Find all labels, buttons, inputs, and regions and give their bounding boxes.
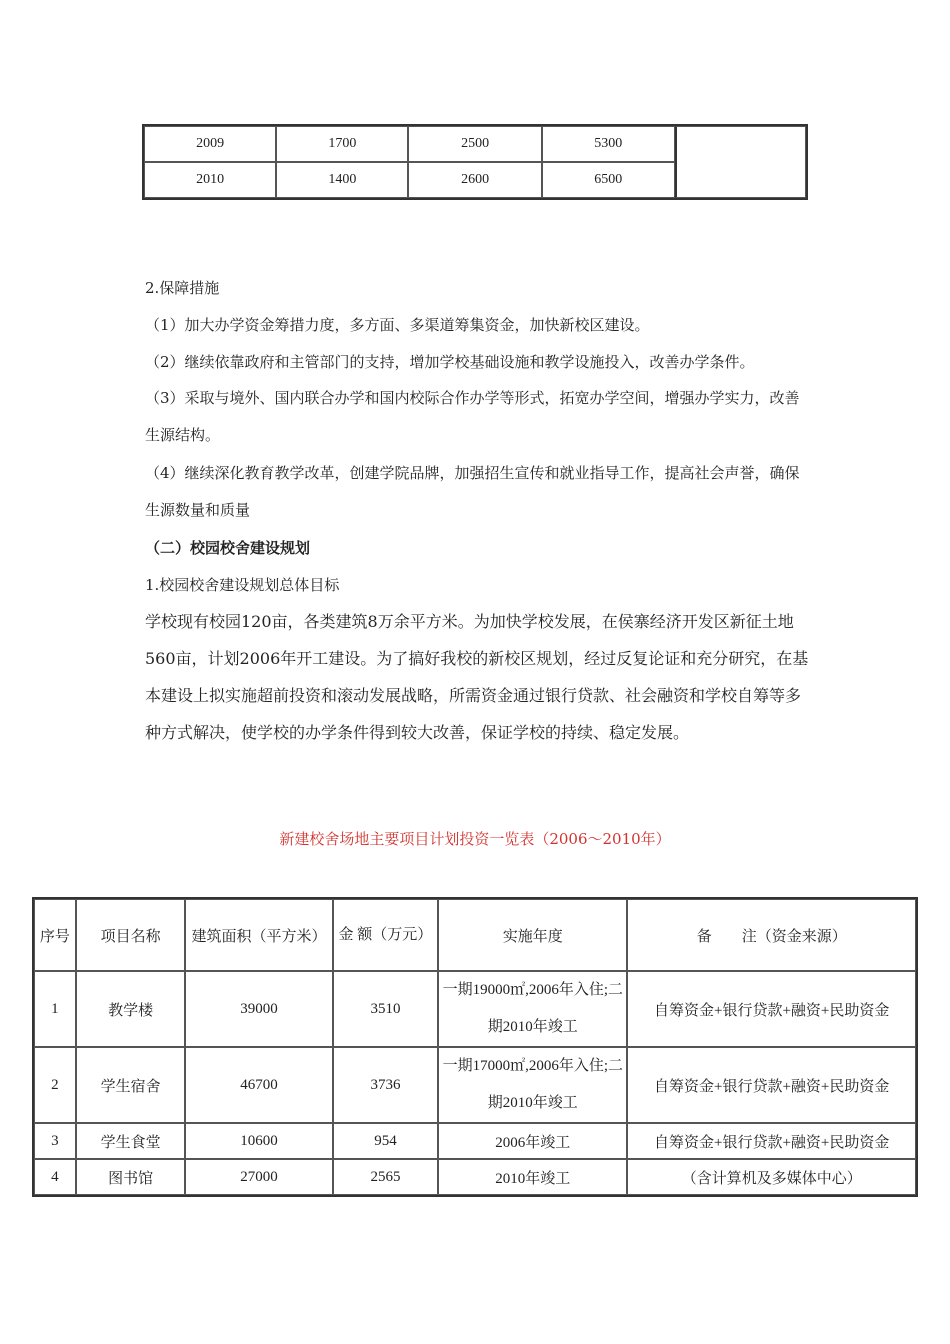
value-cell: 2600 [408, 162, 541, 198]
row-area: 10600 [185, 1123, 332, 1159]
year-cell: 2009 [144, 126, 276, 162]
section-heading: （二）校园校舍建设规划 [145, 539, 311, 557]
row-note: 自筹资金+银行贷款+融资+民助资金 [627, 1047, 916, 1123]
table-header-row [34, 899, 916, 971]
empty-cell [675, 126, 806, 198]
row-note: 自筹资金+银行贷款+融资+民助资金 [627, 971, 916, 1047]
value-cell: 1400 [276, 162, 408, 198]
row-area: 39000 [185, 971, 332, 1047]
measure-item: （4）继续深化教育教学改革，创建学院品牌，加强招生宣传和就业指导工作，提高社会声誉，确保生源数量和质量 [145, 464, 800, 519]
row-name: 图书馆 [76, 1159, 185, 1195]
section-title: 2.保障措施 [145, 279, 220, 297]
value-cell: 5300 [542, 126, 675, 162]
row-year: 一期19000㎡,2006年入住;二期2010年竣工 [438, 971, 627, 1047]
header-no: 序号 [34, 899, 76, 971]
row-no: 2 [34, 1047, 76, 1123]
row-no: 3 [34, 1123, 76, 1159]
row-no: 1 [34, 971, 76, 1047]
table-row [34, 1047, 916, 1123]
header-amount: 金 额（万元） [333, 899, 439, 971]
investment-table [32, 897, 918, 1197]
section-subtitle: 1.校园校舍建设规划总体目标 [145, 576, 340, 594]
table-caption: 新建校舍场地主要项目计划投资一览表（2006～2010年） [279, 830, 671, 848]
body-paragraph: 学校现有校园120亩，各类建筑8万余平方米。为加快学校发展，在侯寨经济开发区新征土地560亩，计划2006年开工建设。为了搞好我校的新校区规划，经过反复论证和充分研究，在基本建设上拟实施超前投资和滚动发展战略，所需资金通过银行贷款、社会融资和学校自筹等多种方式解决，使学校的办学条件得到较大改善，保证学校的持续、稳定发展。 [145, 612, 809, 742]
row-amount: 2565 [333, 1159, 439, 1195]
row-note: 自筹资金+银行贷款+融资+民助资金 [627, 1123, 916, 1159]
row-area: 27000 [185, 1159, 332, 1195]
measure-item: （2）继续依靠政府和主管部门的支持，增加学校基础设施和教学设施投入，改善办学条件。 [145, 353, 755, 371]
row-note: （含计算机及多媒体中心） [627, 1159, 916, 1195]
table-row [144, 126, 806, 162]
header-note: 备 注（资金来源） [627, 899, 916, 971]
row-name: 教学楼 [76, 971, 185, 1047]
row-amount: 3510 [333, 971, 439, 1047]
table-row [34, 1159, 916, 1195]
row-no: 4 [34, 1159, 76, 1195]
table-row [34, 1123, 916, 1159]
value-cell: 2500 [408, 126, 541, 162]
row-amount: 954 [333, 1123, 439, 1159]
value-cell: 1700 [276, 126, 408, 162]
row-year: 2010年竣工 [438, 1159, 627, 1195]
row-year: 一期17000㎡,2006年入住;二期2010年竣工 [438, 1047, 627, 1123]
header-name: 项目名称 [76, 899, 185, 971]
year-cell: 2010 [144, 162, 276, 198]
row-year: 2006年竣工 [438, 1123, 627, 1159]
row-area: 46700 [185, 1047, 332, 1123]
row-amount: 3736 [333, 1047, 439, 1123]
measure-item: （3）采取与境外、国内联合办学和国内校际合作办学等形式，拓宽办学空间，增强办学实力，改善生源结构。 [145, 389, 800, 444]
value-cell: 6500 [542, 162, 675, 198]
header-year: 实施年度 [438, 899, 627, 971]
measure-item: （1）加大办学资金筹措力度，多方面、多渠道筹集资金，加快新校区建设。 [145, 316, 650, 334]
table-row [34, 971, 916, 1047]
top-data-table [142, 124, 808, 200]
row-name: 学生食堂 [76, 1123, 185, 1159]
header-area: 建筑面积（平方米） [185, 899, 332, 971]
row-name: 学生宿舍 [76, 1047, 185, 1123]
